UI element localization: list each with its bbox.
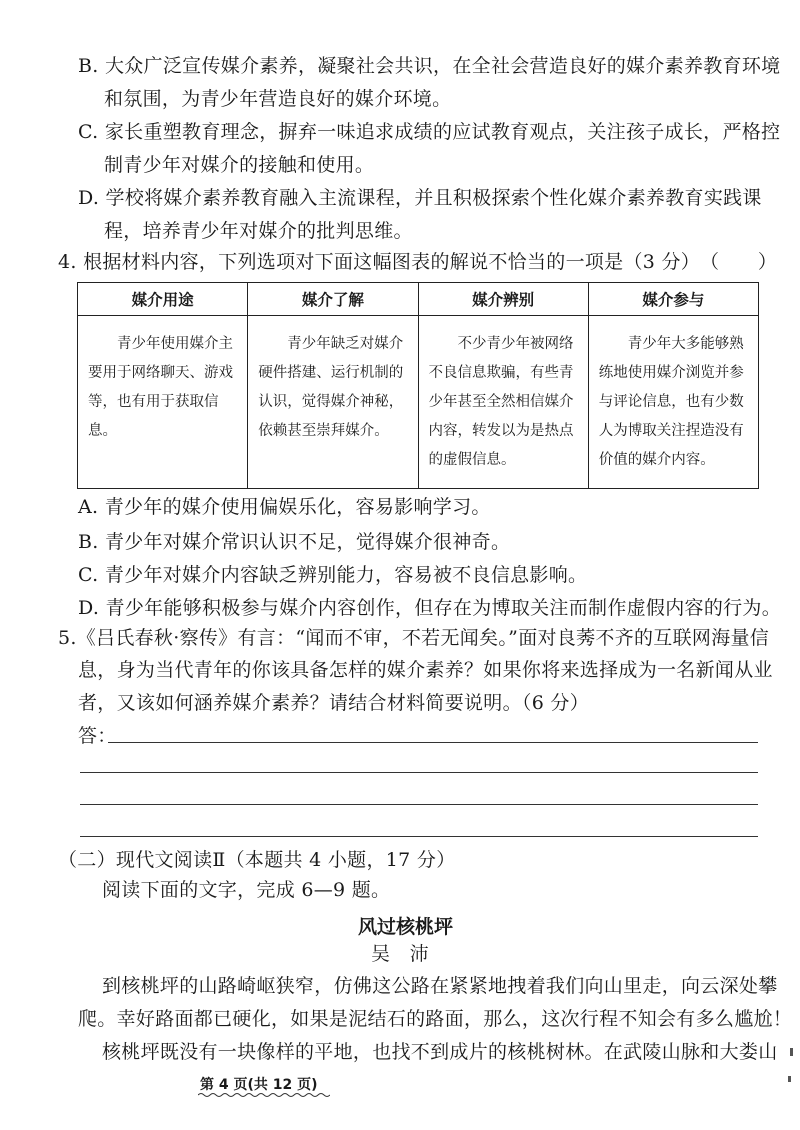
table-cell-usage: 青少年使用媒介主要用于网络聊天、游戏等，也有用于获取信息。 [78,316,248,489]
section-instruction: 阅读下面的文字，完成 6—9 题。 [102,879,391,901]
q3-option-b-line1: B. 大众广泛宣传媒介素养，凝聚社会共识，在全社会营造良好的媒介素养教育环境 [78,55,781,77]
article-p1-line2: 爬。幸好路面都已硬化，如果是泥结石的路面，那么，这次行程不知会有多么尴尬！ [78,1008,793,1030]
table-cell-participation: 青少年大多能够熟练地使用媒介浏览并参与评论信息，也有少数人为博取关注捏造没有价值的媒介内容。 [588,316,758,489]
article-title: 风过核桃坪 [358,916,454,938]
table-header-understanding: 媒介了解 [248,283,418,316]
q3-option-d-line2: 程，培养青少年对媒介的批判思维。 [104,220,413,242]
q4-stem: 4. 根据材料内容，下列选项对下面这幅图表的解说不恰当的一项是（3 分） [58,251,701,273]
q5-line2: 息，身为当代青年的你该具备怎样的媒介素养？如果你将来选择成为一名新闻从业 [78,659,773,681]
q4-answer-bracket: （ ） [700,251,778,273]
q4-option-d: D. 青少年能够积极参与媒介内容创作，但存在为博取关注而制作虚假内容的行为。 [78,597,782,619]
q5-line3: 者，又该如何涵养媒介素养？请结合材料简要说明。（6 分） [78,692,590,714]
answer-line-1[interactable] [108,742,758,743]
q3-option-d-line1: D. 学校将媒介素养教育融入主流课程，并且积极探索个性化媒介素养教育实践课 [78,187,762,209]
footer-wavy-underline [198,1092,330,1098]
q5-line1: 5.《吕氏春秋·察传》有言：“闻而不审，不若无闻矣。”面对良莠不齐的互联网海量信 [58,627,770,649]
q4-option-a: A. 青少年的媒介使用偏娱乐化，容易影响学习。 [78,496,491,518]
table-cell-discernment: 不少青少年被网络不良信息欺骗，有些青少年甚至全然相信媒介内容，转发以为是热点的虚假信息。 [418,316,588,489]
q4-option-b: B. 青少年对媒介常识认识不足，觉得媒介很神奇。 [78,531,511,553]
media-literacy-table [77,282,759,489]
table-header-usage: 媒介用途 [78,283,248,316]
q3-option-c-line1: C. 家长重塑教育理念，摒弃一味追求成绩的应试教育观点，关注孩子成长，严格控 [78,121,781,143]
q4-option-c: C. 青少年对媒介内容缺乏辨别能力，容易被不良信息影响。 [78,564,588,586]
scan-edge-mark [790,1048,793,1056]
article-p2-line1: 核桃坪既没有一块像样的平地，也找不到成片的核桃树林。在武陵山脉和大娄山 [102,1041,778,1063]
article-author: 吴 沛 [371,943,429,965]
answer-line-4[interactable] [80,836,758,837]
q3-option-b-line2: 和氛围，为青少年营造良好的媒介环境。 [104,88,452,110]
scan-edge-mark [788,1076,791,1082]
page-footer: 第 4 页(共 12 页) [200,1077,318,1093]
section-heading: （二）现代文阅读Ⅱ（本题共 4 小题，17 分） [58,849,456,871]
q3-option-c-line2: 制青少年对媒介的接触和使用。 [104,154,375,176]
article-p1-line1: 到核桃坪的山路崎岖狭窄，仿佛这公路在紧紧地拽着我们向山里走，向云深处攀 [102,975,778,997]
table-header-participation: 媒介参与 [588,283,758,316]
q5-answer-label: 答： [78,725,117,747]
table-header-discernment: 媒介辨别 [418,283,588,316]
answer-line-3[interactable] [80,804,758,805]
table-cell-understanding: 青少年缺乏对媒介硬件搭建、运行机制的认识，觉得媒介神秘，依赖甚至崇拜媒介。 [248,316,418,489]
answer-line-2[interactable] [80,772,758,773]
